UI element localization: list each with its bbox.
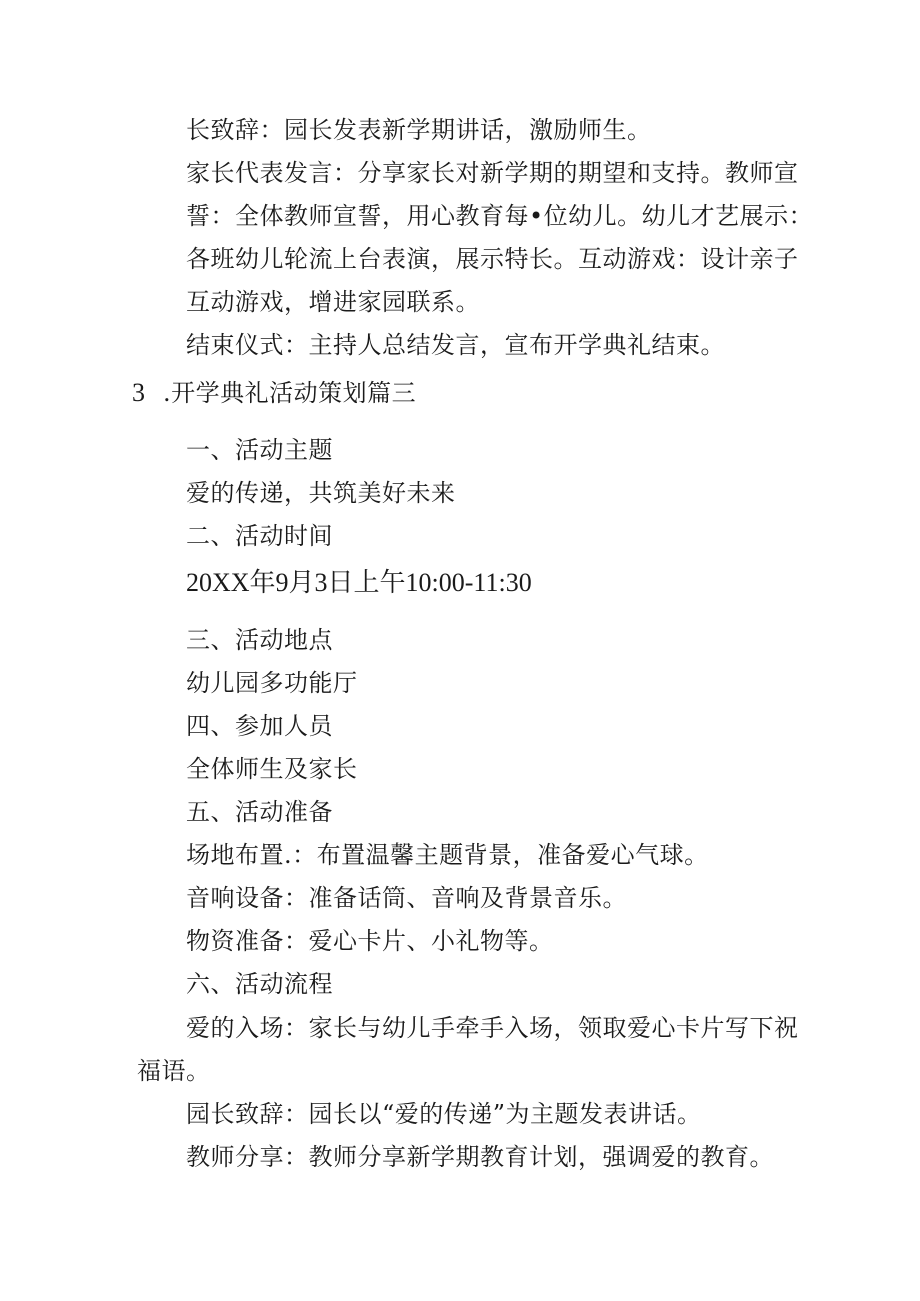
text-process-entry: 爱的入场：家长与幼儿手牵手入场，领取爱心卡片写下祝	[186, 1014, 799, 1042]
text-prep-venue: 场地布置.：布置温馨主题背景，准备爱心气球。	[186, 841, 709, 869]
text-process-sharing: 教师分享：教师分享新学期教育计划，强调爱的教育。	[186, 1143, 774, 1171]
heading-participants: 四、参加人员	[186, 712, 333, 740]
section-number: 3	[132, 378, 145, 407]
text-process-speech: 园长致辞：园长以“爱的传递”为主题发表讲话。	[186, 1100, 702, 1128]
heading-time: 二、活动时间	[186, 522, 333, 550]
section-heading: .开学典礼活动策划篇三	[163, 379, 417, 407]
heading-theme: 一、活动主题	[186, 436, 333, 464]
text-participants: 全体师生及家长	[186, 755, 358, 783]
text-line-3: 誓：全体教师宣誓，用心教育每•位幼儿。幼儿才艺展示：	[186, 202, 814, 230]
text-prep-audio: 音响设备：准备话筒、音响及背景音乐。	[186, 884, 627, 912]
text-location: 幼儿园多功能厅	[186, 669, 358, 697]
text-line-4: 各班幼儿轮流上台表演，展示特长。互动游戏：设计亲子	[186, 245, 799, 273]
text-line-2: 家长代表发言：分享家长对新学期的期望和支持。教师宣	[186, 159, 799, 187]
text-theme: 爱的传递，共筑美好未来	[186, 479, 456, 507]
heading-preparation: 五、活动准备	[186, 798, 333, 826]
text-prep-materials: 物资准备：爱心卡片、小礼物等。	[186, 927, 554, 955]
heading-location: 三、活动地点	[186, 626, 333, 654]
text-line-1: 长致辞：园长发表新学期讲话，激励师生。	[186, 116, 652, 144]
text-time: 20XX年9月3日上午10:00-11:30	[186, 568, 532, 597]
text-line-5: 互动游戏，增进家园联系。	[186, 288, 480, 316]
heading-process: 六、活动流程	[186, 970, 333, 998]
text-process-entry-cont: 福语。	[137, 1057, 211, 1085]
text-line-6: 结束仪式：主持人总结发言，宣布开学典礼结束。	[186, 331, 725, 359]
